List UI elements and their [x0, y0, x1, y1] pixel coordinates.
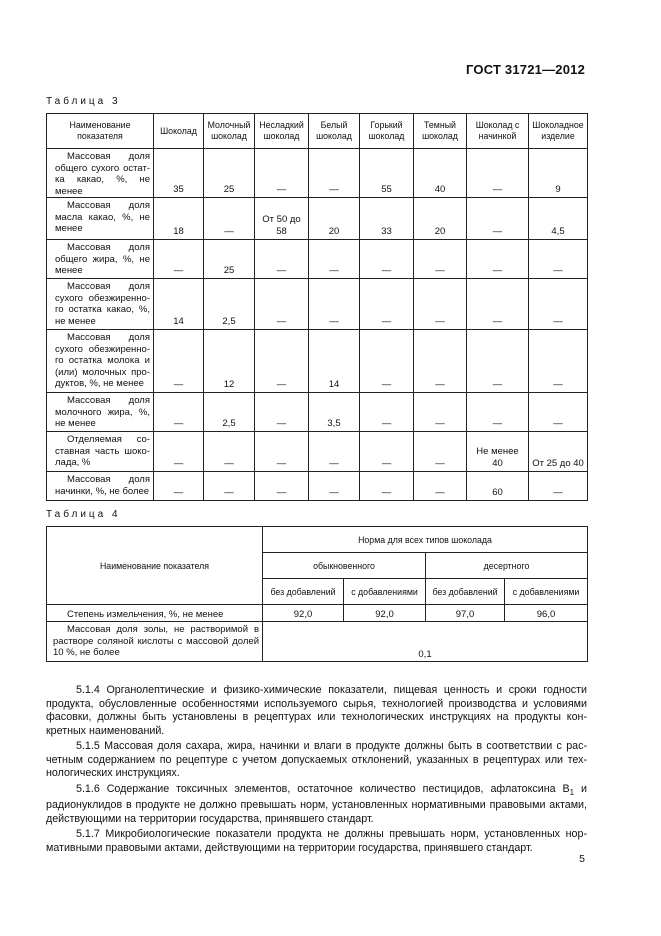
- row-name: Массовая доля общего жира, %, не менее: [47, 240, 154, 279]
- table4-subheader: без добавлений: [426, 579, 505, 605]
- table-cell: —: [309, 279, 360, 330]
- table-row: [47, 622, 588, 662]
- table-cell: —: [360, 393, 414, 432]
- table-cell: —: [467, 240, 529, 279]
- page-number: 5: [579, 853, 585, 865]
- table3-header: Горький шоколад: [360, 114, 414, 149]
- table3-header: Молочный шоколад: [204, 114, 255, 149]
- table-row: [47, 330, 588, 393]
- table-row: [47, 472, 588, 501]
- paragraph-5-1-5: 5.1.5 Массовая доля сахара, жира, начинки и влаги в продукте должны быть в соответствии с расчетным содержанием по рецептуре с учетом допускаемых отклонений, указанных в рецептурах или технологических инструкциях.: [46, 740, 587, 779]
- table-cell: От 25 до 40: [529, 432, 588, 472]
- paragraph-5-1-6-part1: 5.1.6 Содержание токсичных элементов, остаточное количество пестицидов, афлатоксина B: [76, 782, 570, 795]
- table-cell: —: [529, 330, 588, 393]
- table3-header: Белый шоколад: [309, 114, 360, 149]
- table3-header: Шоколад: [154, 114, 204, 149]
- table-cell: —: [467, 279, 529, 330]
- table-cell: —: [467, 330, 529, 393]
- table-cell: 0,1: [263, 622, 588, 662]
- table-cell: —: [255, 149, 309, 198]
- table-cell: 4,5: [529, 198, 588, 240]
- table-cell: 92,0: [263, 605, 344, 622]
- table4-header-ordinary: обыкновенного: [263, 553, 426, 579]
- row-name: Отделяемая составная часть шоколада, %: [47, 432, 154, 472]
- table-cell: —: [360, 279, 414, 330]
- table-row: [47, 240, 588, 279]
- table-cell: —: [255, 330, 309, 393]
- table-cell: —: [529, 393, 588, 432]
- table4-subheader: без добавлений: [263, 579, 344, 605]
- table-cell: —: [255, 472, 309, 501]
- paragraph-5-1-7: 5.1.7 Микробиологические показатели продукта не должны превышать норм, установленных нормативными правовыми актами, действующими на территории государства, принявшего стандарт.: [46, 828, 587, 854]
- table-cell: 55: [360, 149, 414, 198]
- table-row: [47, 605, 588, 622]
- table-cell: 35: [154, 149, 204, 198]
- row-name: Массовая доля начинки, %, не более: [47, 472, 154, 501]
- table-cell: 25: [204, 240, 255, 279]
- table4-caption: Таблица 4: [46, 509, 121, 520]
- document-code: ГОСТ 31721—2012: [466, 62, 585, 77]
- table3-header: Темный шоколад: [414, 114, 467, 149]
- table-cell: —: [360, 240, 414, 279]
- table-cell: —: [255, 240, 309, 279]
- table-cell: От 50 до 58: [255, 198, 309, 240]
- table-row: [47, 149, 588, 198]
- table-cell: —: [360, 472, 414, 501]
- table-cell: —: [360, 432, 414, 472]
- table-cell: —: [309, 432, 360, 472]
- table-cell: 3,5: [309, 393, 360, 432]
- table-cell: —: [204, 432, 255, 472]
- table-cell: —: [414, 279, 467, 330]
- table-cell: —: [529, 472, 588, 501]
- table4-header-dessert: десертного: [426, 553, 588, 579]
- table-cell: —: [255, 393, 309, 432]
- table-cell: —: [529, 240, 588, 279]
- table-cell: —: [154, 432, 204, 472]
- table-row: [47, 279, 588, 330]
- row-name: Массовая доля золы, не растворимой в растворе соляной кислоты с массовой долей 10 %, не более: [47, 622, 263, 662]
- table-4: [46, 526, 588, 662]
- table-cell: —: [154, 240, 204, 279]
- table4-header-name: Наименование показателя: [47, 527, 263, 605]
- table-row: [47, 432, 588, 472]
- table-cell: —: [467, 198, 529, 240]
- row-name: Массовая доля молочного жира, %, не менее: [47, 393, 154, 432]
- table-cell: —: [414, 432, 467, 472]
- table4-subheader: с добавлениями: [344, 579, 426, 605]
- table-cell: 40: [414, 149, 467, 198]
- table-cell: —: [360, 330, 414, 393]
- table-cell: 14: [309, 330, 360, 393]
- table-cell: —: [414, 393, 467, 432]
- table-cell: 12: [204, 330, 255, 393]
- table-cell: 14: [154, 279, 204, 330]
- table-cell: 92,0: [344, 605, 426, 622]
- table-cell: —: [154, 472, 204, 501]
- paragraph-5-1-4: 5.1.4 Органолептические и физико-химические показатели, пищевая ценность и сроки годности продукта, обусловленные особенностями используемого сырья, технологией производства и условиями фасовки, должны быть установлены в рецептурах или технологических инструкциях на продукты конкретных наименований.: [46, 684, 587, 737]
- table-cell: —: [467, 393, 529, 432]
- table-cell: —: [255, 432, 309, 472]
- table4-subheader: с добавлениями: [505, 579, 588, 605]
- table-cell: 20: [309, 198, 360, 240]
- table3-header: Шоколадное изделие: [529, 114, 588, 149]
- paragraph-5-1-6-part2: и радионуклидов в продукте не должно превышать норм, установленных нормативными правовыми актами, действующими на территории государства, принявшего стандарт.: [46, 782, 587, 825]
- table-cell: —: [154, 330, 204, 393]
- table-cell: 25: [204, 149, 255, 198]
- table3-header: Несладкий шоколад: [255, 114, 309, 149]
- table3-caption: Таблица 3: [46, 96, 121, 107]
- table-cell: —: [414, 240, 467, 279]
- table-cell: 33: [360, 198, 414, 240]
- table3-header: Шоколад с начинкой: [467, 114, 529, 149]
- table-cell: —: [255, 279, 309, 330]
- table-3: [46, 113, 588, 501]
- table-cell: 2,5: [204, 279, 255, 330]
- table-cell: —: [204, 472, 255, 501]
- row-name: Массовая доля сухого обезжиренного остатка молока и (или) молочных продуктов, %, не менее: [47, 330, 154, 393]
- body-text: [46, 684, 587, 857]
- subscript-index: 1: [569, 787, 575, 797]
- paragraph-5-1-6: [46, 783, 587, 827]
- table-cell: —: [467, 149, 529, 198]
- table-cell: 2,5: [204, 393, 255, 432]
- table-cell: —: [309, 149, 360, 198]
- table4-header-norm: Норма для всех типов шоколада: [263, 527, 588, 553]
- table4-header-row: [47, 527, 588, 553]
- table-cell: —: [414, 472, 467, 501]
- row-name: Массовая доля общего сухого остатка какао, %, не менее: [47, 149, 154, 198]
- table-row: [47, 198, 588, 240]
- table-cell: 97,0: [426, 605, 505, 622]
- table3-header: Наименование показателя: [47, 114, 154, 149]
- table-cell: —: [204, 198, 255, 240]
- row-name: Массовая доля сухого обезжиренного остатка какао, %, не менее: [47, 279, 154, 330]
- table-cell: 96,0: [505, 605, 588, 622]
- table-cell: 18: [154, 198, 204, 240]
- row-name: Степень измельчения, %, не менее: [47, 605, 263, 622]
- table-cell: 9: [529, 149, 588, 198]
- row-name: Массовая доля масла какао, %, не менее: [47, 198, 154, 240]
- table-cell: —: [529, 279, 588, 330]
- table-cell: —: [309, 240, 360, 279]
- table-cell: —: [309, 472, 360, 501]
- table-cell: 20: [414, 198, 467, 240]
- table-row: [47, 393, 588, 432]
- table-cell: 60: [467, 472, 529, 501]
- table3-header-row: [47, 114, 588, 149]
- table-cell: —: [414, 330, 467, 393]
- table-cell: Не менее 40: [467, 432, 529, 472]
- table-cell: —: [154, 393, 204, 432]
